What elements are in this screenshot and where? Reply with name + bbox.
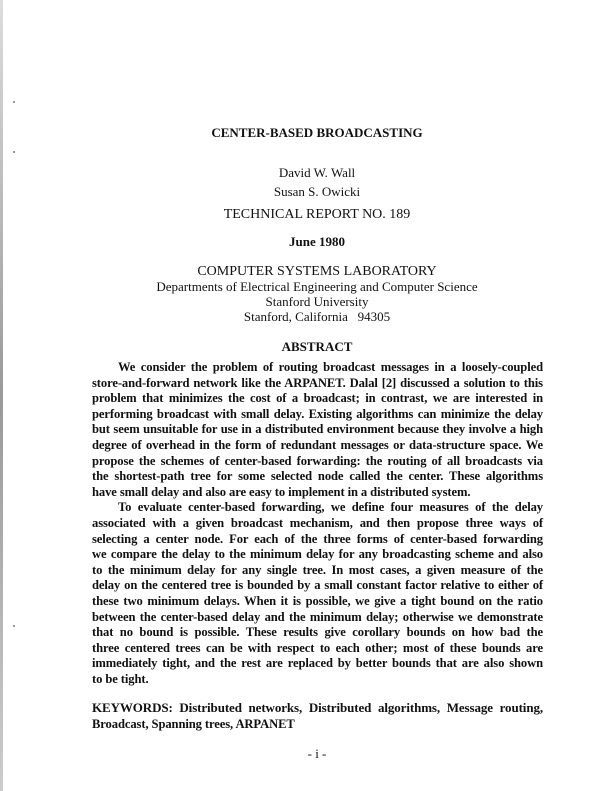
- author: Susan S. Owicki: [273, 184, 361, 199]
- abstract-line: we compare the delay to the minimum delay for any broadcasting scheme and also: [92, 547, 543, 562]
- abstract-line: delay on the centered tree is bounded by a small constant factor relative to either of: [92, 578, 543, 593]
- abstract-line: propose the schemes of center-based forwarding: the routing of all broadcasts via: [92, 453, 543, 468]
- abstract-line: problem that minimizes the cost of a broadcast; in contrast, we are interested in: [92, 391, 543, 406]
- abstract-line: To evaluate center-based forwarding, we define four measures of the delay: [118, 500, 543, 515]
- lab-name: COMPUTER SYSTEMS LABORATORY: [197, 264, 437, 279]
- scan-speck: [13, 625, 15, 627]
- report-number: TECHNICAL REPORT NO. 189: [223, 207, 411, 222]
- scan-speck: [13, 101, 15, 103]
- abstract-line: degree of overhead in the form of redundant messages or data-structure space. We: [92, 438, 543, 452]
- abstract-line: the shortest-path tree for some selected node called the center. These algorithms: [92, 469, 543, 484]
- author: David W. Wall: [278, 165, 356, 180]
- abstract-line: We consider the problem of routing broadcast messages in a loosely-coupled: [118, 360, 543, 374]
- abstract-line: but seem unsuitable for use in a distributed environment because they involve a high: [92, 422, 543, 437]
- keywords-line: KEYWORDS: Distributed networks, Distributed algorithms, Message routing,: [92, 700, 543, 715]
- abstract-line: between the center-based delay and the minimum delay; otherwise we demonstrate: [92, 609, 543, 624]
- department: Departments of Electrical Engineering and Computer Science: [156, 279, 478, 294]
- abstract-line: to be tight.: [92, 672, 149, 686]
- abstract-line: to the minimum delay for any single tree. In most cases, a given measure of the: [92, 562, 543, 577]
- document-title: CENTER-BASED BROADCASTING: [211, 125, 423, 140]
- keywords-line: Broadcast, Spanning trees, ARPANET: [92, 717, 295, 731]
- page-number: - i -: [307, 746, 327, 761]
- university: Stanford University: [265, 294, 369, 309]
- report-date: June 1980: [289, 234, 345, 249]
- scan-edge: [0, 0, 3, 791]
- abstract-line: associated with a given broadcast mechanism, and then propose three ways of: [92, 516, 543, 530]
- location: Stanford, California 94305: [243, 309, 391, 324]
- abstract-line: store-and-forward network like the ARPANET. Dalal [2] discussed a solution to this: [92, 375, 543, 390]
- abstract-heading: ABSTRACT: [281, 339, 353, 354]
- abstract-line: these two minimum delays. When it is possible, we give a tight bound on the ratio: [92, 594, 543, 608]
- abstract-line: selecting a center node. For each of the three forms of center-based forwarding: [92, 531, 543, 546]
- abstract-line: that no bound is possible. These results give corollary bounds on how bad the: [92, 625, 543, 640]
- abstract-line: performing broadcast with small delay. Existing algorithms can minimize the delay: [92, 406, 543, 421]
- abstract-line: immediately tight, and the rest are replaced by better bounds that are also shown: [92, 656, 543, 671]
- abstract-line: have small delay and also are easy to implement in a distributed system.: [92, 484, 471, 499]
- scan-speck: [13, 151, 15, 153]
- abstract-line: three centered trees can be with respect to each other; most of these bounds are: [92, 640, 543, 655]
